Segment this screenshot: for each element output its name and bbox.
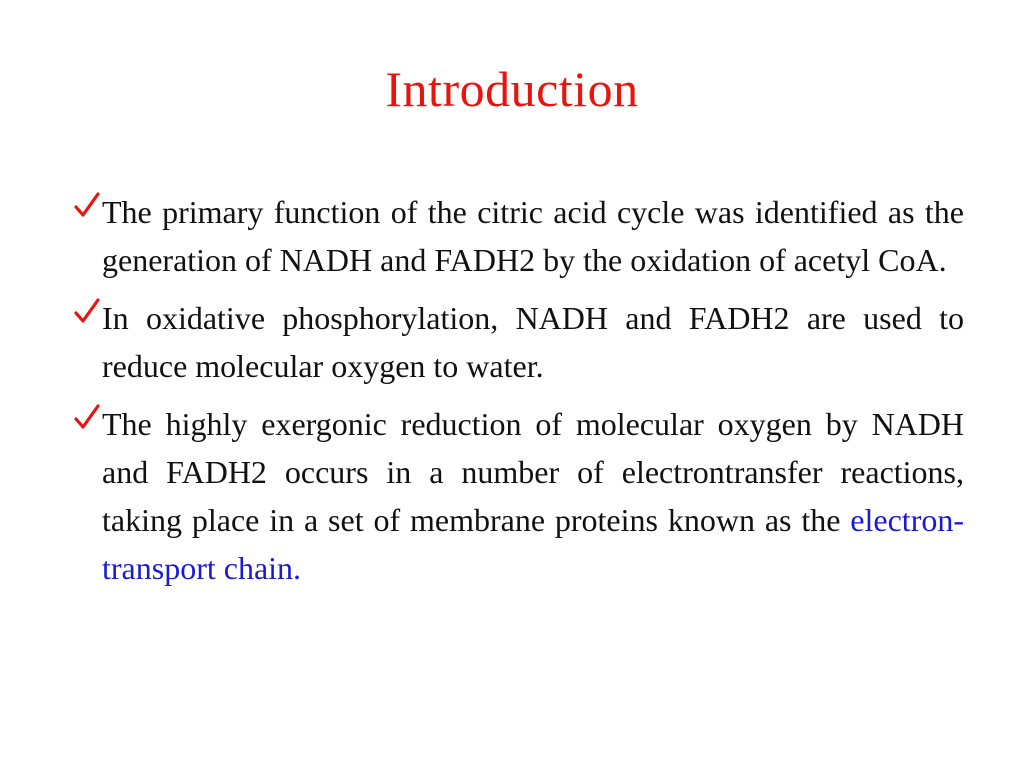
checkmark-icon	[74, 190, 100, 220]
bullet-text: The primary function of the citric acid cycle was identified as the generation of NADH and FADH2 by the oxidation of acetyl CoA.	[102, 194, 964, 278]
bullet-text-container	[102, 400, 964, 592]
bullet-item-2	[62, 294, 964, 390]
bullet-item-1	[62, 188, 964, 284]
highlighted-term: electron-transport chain.	[102, 502, 964, 586]
bullet-text: In oxidative phosphorylation, NADH and FADH2 are used to reduce molecular oxygen to water.	[102, 300, 964, 384]
checkmark-icon	[74, 402, 100, 432]
slide-title: Introduction	[385, 61, 639, 117]
bullet-text: The highly exergonic reduction of molecular oxygen by NADH and FADH2 occurs in a number of electrontransfer reactions, taking place in a set of membrane proteins known as the	[102, 406, 964, 538]
bullet-item-3	[62, 400, 964, 592]
bullet-list	[62, 188, 964, 602]
checkmark-icon	[74, 296, 100, 326]
